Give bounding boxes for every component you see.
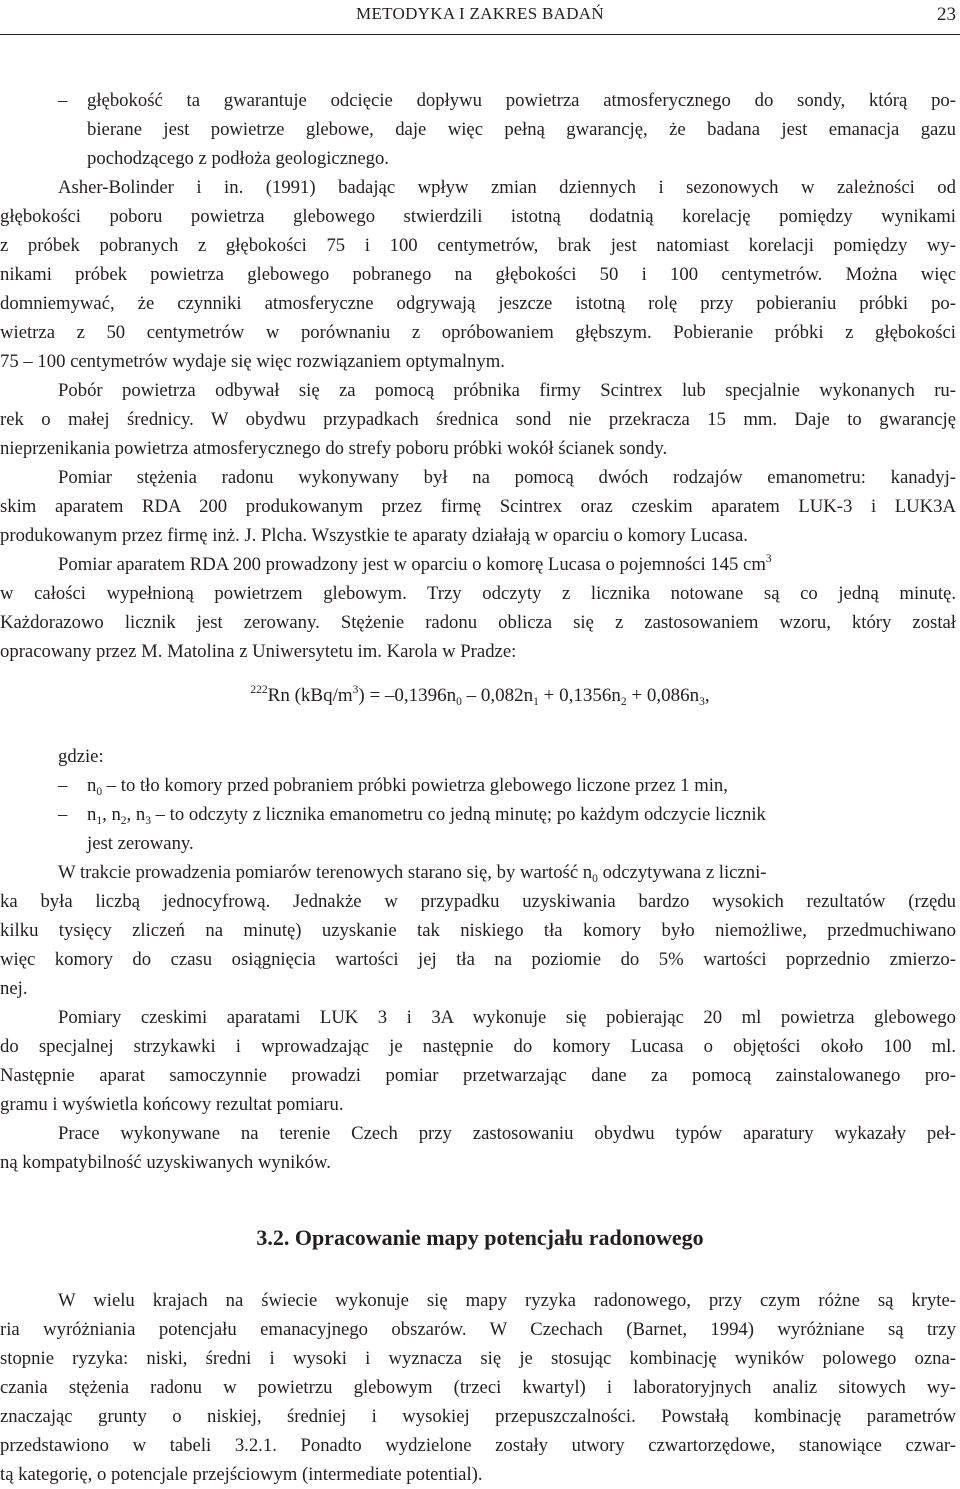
header-title: METODYKA I ZAKRES BADAŃ xyxy=(356,4,604,23)
paragraph-line: Pomiary czeskimi aparatami LUK 3 i 3A wykonuje się pobierając 20 ml powietrza glebowego xyxy=(58,1007,956,1028)
paragraph-line: 75 – 100 centymetrów wydaje się więc rozwiązaniem optymalnym. xyxy=(0,351,505,372)
legend-item: – $n_1$, $n_2$, $n_3$ – to odczyty z licznika emanometru co jedną minutę; po każdym odczycie licznik xyxy=(58,804,766,827)
paragraph-line: głębokości poboru powietrza glebowego stwierdzili istotną dodatnią korelację pomiędzy wynikami xyxy=(0,206,956,227)
paragraph-line: produkowanym przez firmę inż. J. Plcha. Wszystkie te aparaty działają w oparciu o komory Lucasa. xyxy=(0,525,748,546)
paragraph-line: ria wyróżniania potencjału emanacyjnego obszarów. W Czechach (Barnet, 1994) wyróżniane są trzy xyxy=(0,1319,956,1340)
paragraph-line: Następnie aparat samoczynnie prowadzi pomiar przetwarzając dane za pomocą zainstalowanego pro- xyxy=(0,1065,956,1086)
paragraph-line: Pobór powietrza odbywał się za pomocą próbnika firmy Scintrex lub specjalnie wykonanych ru- xyxy=(58,380,956,401)
paragraph-line: W trakcie prowadzenia pomiarów terenowych starano się, by wartość $n_0$ odczytywana z liczni- xyxy=(58,862,767,885)
paragraph-line: skim aparatem RDA 200 produkowanym przez firmę Scintrex oraz czeskim aparatem LUK-3 i LUK3A xyxy=(0,496,956,517)
legend-label: gdzie: xyxy=(58,746,104,767)
paragraph-line: tą kategorię, o potencjale przejściowym (intermediate potential). xyxy=(0,1464,483,1485)
paragraph-line: z próbek pobranych z głębokości 75 i 100 centymetrów, brak jest natomiast korelacji pomiędzy wy- xyxy=(0,235,956,256)
paragraph-line: kilku tysięcy zliczeń na minutę) uzyskanie tak niskiego tła komory było niemożliwe, przedmuchiwano xyxy=(0,920,956,941)
paragraph-line: znaczając grunty o niskiej, średniej i wysokiej przepuszczalności. Powstałą kombinację parametrów xyxy=(0,1406,956,1427)
paragraph-line: wietrza z 50 centymetrów w porównaniu z opróbowaniem głębszym. Pobieranie próbki z głębokości xyxy=(0,322,956,343)
paragraph-line: nikami próbek powietrza glebowego pobranego na głębokości 50 i 100 centymetrów. Można więc xyxy=(0,264,956,285)
paragraph-line: Pomiar aparatem RDA 200 prowadzony jest w oparciu o komorę Lucasa o pojemności 145 $cm^3$ xyxy=(58,553,772,575)
paragraph-line: ną kompatybilność uzyskiwanych wyników. xyxy=(0,1152,331,1173)
paragraph-line: ka była liczbą jednocyfrową. Jednakże w przypadku uzyskiwania bardzo wysokich rezultatów (rzędu xyxy=(0,891,956,912)
legend-item-continuation: jest zerowany. xyxy=(87,833,194,854)
paragraph-line: w całości wypełnioną powietrzem glebowym. Trzy odczyty z licznika notowane są co jedną minutę. xyxy=(0,583,956,604)
legend-item: – $n_0$ – to tło komory przed pobraniem próbki powietrza glebowego liczone przez 1 min, xyxy=(58,775,728,798)
paragraph-line: domniemywać, że czynniki atmosferyczne odgrywają jeszcze istotną rolę przy pobieraniu próbki po- xyxy=(0,293,956,314)
page-number: 23 xyxy=(937,4,956,25)
radon-formula: $^{222}$Rn $(kBq/m^3) = -0,1396n_0 - 0,082n_1 + 0,1356n_2 + 0,086n_3$, xyxy=(250,684,710,708)
paragraph-line: stopnie ryzyka: niski, średni i wysoki i wyznacza się je stosując kombinację wyników polowego ozna- xyxy=(0,1348,956,1369)
paragraph-line: nieprzenikania powietrza atmosferycznego do strefy poboru próbki wokół ścianek sondy. xyxy=(0,438,668,459)
running-header xyxy=(0,0,960,35)
paragraph-line: pochodzącego z podłoża geologicznego. xyxy=(87,148,389,169)
paragraph-line: nej. xyxy=(0,978,28,999)
paragraph-line: Asher-Bolinder i in. (1991) badając wpływ zmian dziennych i sezonowych w zależności od xyxy=(58,177,956,198)
paragraph-line: więc komory do czasu osiągnięcia wartości jej tła na poziomie do 5% wartości poprzednio zmierzo- xyxy=(0,949,956,970)
paragraph-line: Pomiar stężenia radonu wykonywany był na pomocą dwóch rodzajów emanometru: kanadyj- xyxy=(58,467,956,488)
paragraph-line: Prace wykonywane na terenie Czech przy zastosowaniu obydwu typów aparatury wykazały peł- xyxy=(58,1123,956,1144)
paragraph-line: czania stężenia radonu w powietrzu glebowym (trzeci kwartyl) i laboratoryjnych analiz sitowych wy- xyxy=(0,1377,956,1398)
bullet-line: – głębokość ta gwarantuje odcięcie dopływu powietrza atmosferycznego do sondy, którą po- xyxy=(58,86,956,115)
paragraph-line: do specjalnej strzykawki i wprowadzając je następnie do komory Lucasa o objętości około 100 ml. xyxy=(0,1036,956,1057)
paragraph-line: rek o małej średnicy. W obydwu przypadkach średnica sond nie przekracza 15 mm. Daje to gwarancję xyxy=(0,409,956,430)
bullet-dash: – xyxy=(58,90,68,111)
paragraph-line: bierane jest powietrze glebowe, daje więc pełną gwarancję, że badana jest emanacja gazu xyxy=(87,119,956,140)
paragraph-line: Każdorazowo licznik jest zerowany. Stężenie radonu oblicza się z zastosowaniem wzoru, który został xyxy=(0,612,956,633)
paragraph-line: opracowany przez M. Matolina z Uniwersytetu im. Karola w Pradze: xyxy=(0,641,517,662)
paragraph-line: gramu i wyświetla końcowy rezultat pomiaru. xyxy=(0,1094,344,1115)
section-heading: 3.2. Opracowanie mapy potencjału radonowego xyxy=(256,1225,704,1250)
paragraph-line: W wielu krajach na świecie wykonuje się mapy ryzyka radonowego, przy czym różne są kryte- xyxy=(58,1290,956,1311)
paragraph-line: przedstawiono w tabeli 3.2.1. Ponadto wydzielone zostały utwory czwartorzędowe, stanowiące czwar- xyxy=(0,1435,956,1456)
